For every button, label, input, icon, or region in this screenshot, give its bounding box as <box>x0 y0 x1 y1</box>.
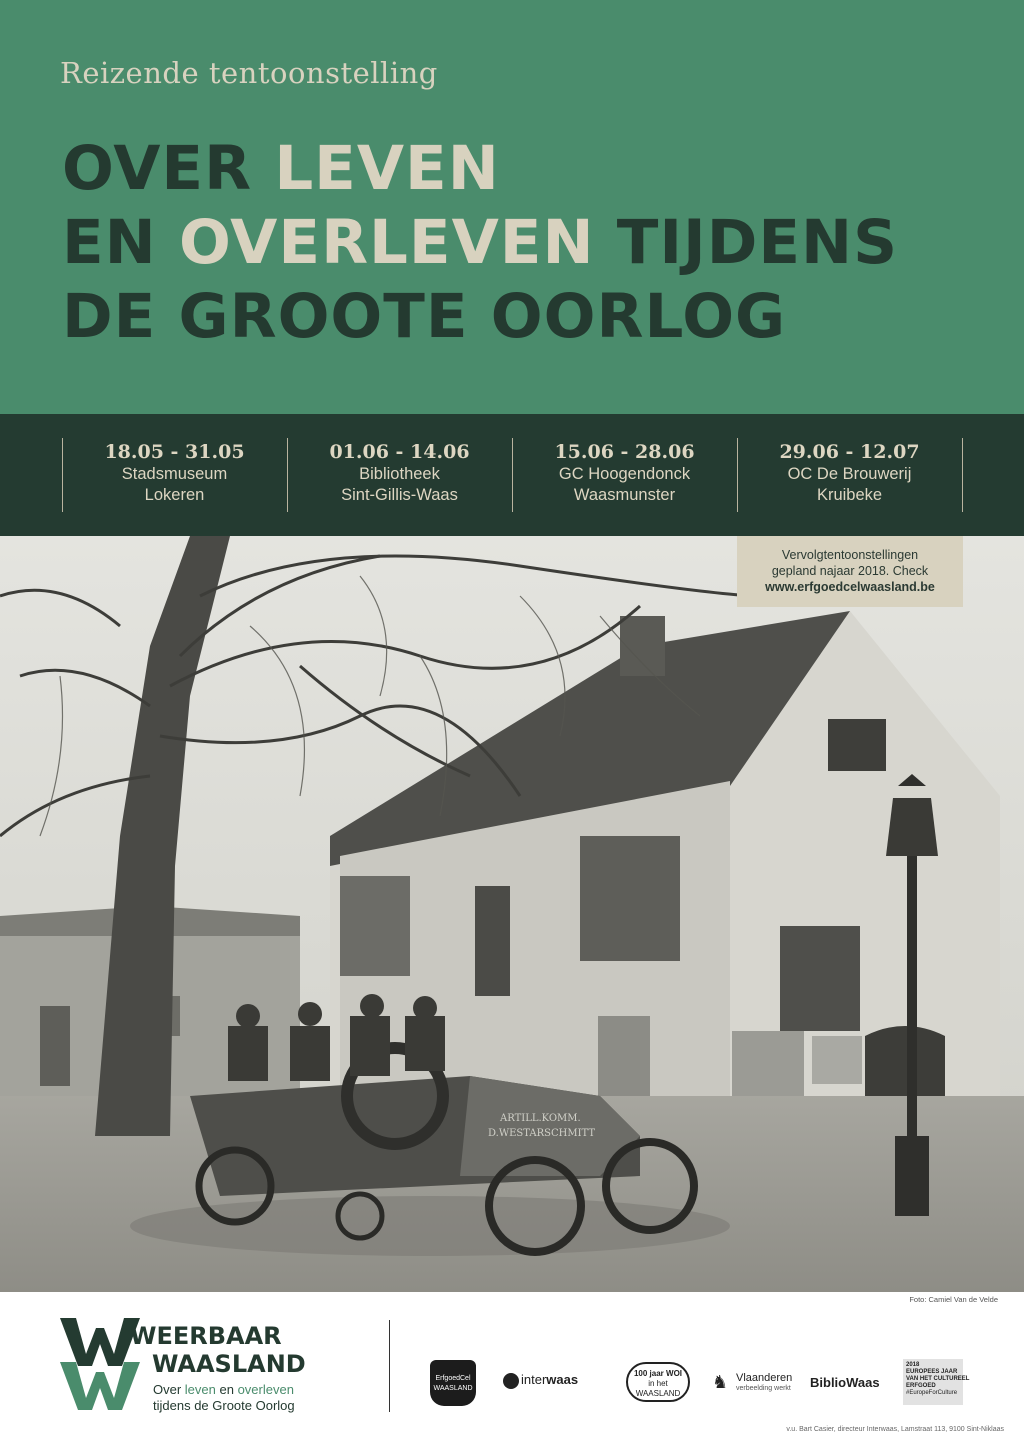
exhibition-subtitle: Reizende tentoonstelling <box>60 56 438 90</box>
headline-line-2 <box>62 206 898 280</box>
wordmark-line-2: WAASLAND <box>152 1350 306 1378</box>
tagline-en: en <box>215 1382 238 1397</box>
follow-up-callout <box>737 536 963 607</box>
historic-photo <box>0 536 1024 1292</box>
tagline-line-2: tijdens de Groote Oorlog <box>153 1398 295 1413</box>
woi-text-2: in het <box>648 1379 668 1388</box>
eu-text-2: EUROPEES JAAR <box>906 1369 958 1375</box>
venue-city: Kruibeke <box>816 486 883 504</box>
venue-sint-gillis-waas <box>287 440 512 512</box>
eu-cultural-heritage-logo <box>903 1359 970 1405</box>
date-range: 29.06 - 12.07 <box>779 441 920 463</box>
100-jaar-woi-logo <box>626 1362 690 1402</box>
eu-text-3: VAN HET CULTUREEL <box>906 1376 970 1382</box>
callout-line-2: gepland najaar 2018. Check <box>771 564 929 578</box>
interwaas-icon <box>503 1373 519 1389</box>
publisher-responsible: v.u. Bart Casier, directeur Interwaas, Lamstraat 113, 9100 Sint-Niklaas <box>786 1426 1004 1433</box>
vlaanderen-text: Vlaanderen <box>736 1372 793 1384</box>
venue-city: Lokeren <box>144 486 205 504</box>
woi-text-3: WAASLAND <box>635 1389 681 1398</box>
woi-text-1: 100 jaar WOI <box>633 1369 683 1378</box>
headline-word-over: OVER <box>62 133 275 204</box>
venue-kruibeke <box>737 440 962 512</box>
photo-credit: Foto: Camiel Van de Velde <box>909 1295 998 1304</box>
headline-word-tijdens: TIJDENS <box>594 207 899 278</box>
tagline-over: Over <box>153 1382 185 1397</box>
headline-word-en: EN <box>62 207 179 278</box>
header-banner <box>0 0 1024 414</box>
venue-city: Waasmunster <box>573 486 676 504</box>
venue-waasmunster <box>512 440 737 512</box>
vlaanderen-subtext: verbeelding werkt <box>736 1385 791 1392</box>
tagline-leven: leven <box>184 1382 216 1397</box>
car-text-1: ARTILL.KOMM. <box>500 1113 581 1124</box>
photo-illustration <box>0 536 1024 1292</box>
venue-city: Sint-Gillis-Waas <box>341 486 458 504</box>
website-link[interactable]: www.erfgoedcelwaasland.be <box>765 580 935 594</box>
erfgoedcel-text: ErfgoedCel <box>435 1375 471 1382</box>
interwaas-logo <box>503 1372 578 1389</box>
footer-divider <box>389 1320 390 1412</box>
interwaas-text-b: waas <box>546 1372 579 1387</box>
interwaas-text-a: inter <box>521 1372 547 1387</box>
headline-line-3: DE GROOTE OORLOG <box>62 281 787 352</box>
erfgoedcel-subtext: WAASLAND <box>433 1385 473 1392</box>
lion-icon: ♞ <box>712 1372 729 1392</box>
date-range: 15.06 - 28.06 <box>554 441 695 463</box>
vlaanderen-logo <box>712 1372 792 1393</box>
venue-lokeren <box>62 440 287 512</box>
bibliowaas-logo: BiblioWaas <box>810 1375 880 1390</box>
wordmark-line-1: WEERBAAR <box>130 1322 282 1350</box>
weerbaar-waasland-wordmark <box>130 1322 306 1378</box>
venue-name: Stadsmuseum <box>121 465 228 483</box>
venue-name: GC Hoogendonck <box>558 465 691 483</box>
headline-line-1 <box>62 132 898 206</box>
erfgoedcel-logo <box>430 1360 476 1406</box>
date-range: 18.05 - 31.05 <box>104 441 245 463</box>
tagline-overleven: overleven <box>237 1382 294 1397</box>
logo-tagline <box>153 1382 295 1414</box>
headline-word-leven: LEVEN <box>274 133 500 204</box>
weerbaar-waasland-logo-icon <box>60 1318 140 1410</box>
venue-name: OC De Brouwerij <box>787 465 912 483</box>
car-text-2: D.WESTARSCHMITT <box>488 1128 596 1139</box>
venue-name: Bibliotheek <box>359 465 440 483</box>
venue-dates-bar <box>0 414 1024 536</box>
headline-word-overleven: OVERLEVEN <box>178 207 595 278</box>
eu-text-1: 2018 <box>906 1362 920 1368</box>
poster-headline <box>62 132 898 354</box>
date-range: 01.06 - 14.06 <box>329 441 470 463</box>
eu-text-4: ERFGOED <box>906 1383 936 1389</box>
divider <box>962 438 963 512</box>
callout-line-1: Vervolgtentoonstellingen <box>781 548 919 562</box>
eu-text-5: #EuropeForCulture <box>906 1390 958 1396</box>
